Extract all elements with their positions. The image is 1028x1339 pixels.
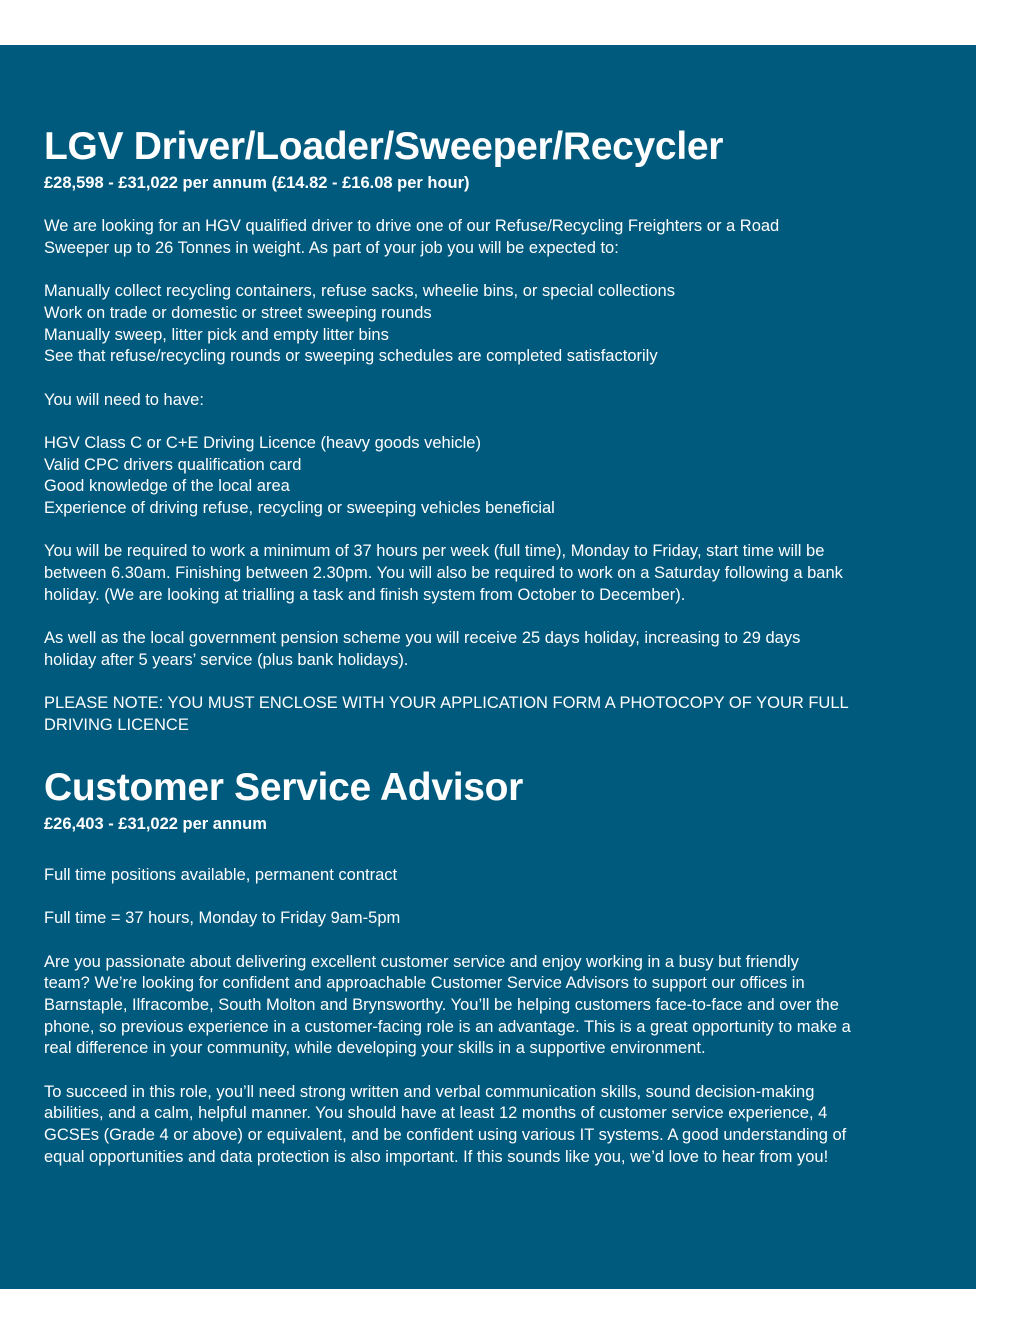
- job-salary: £28,598 - £31,022 per annum (£14.82 - £16.08 per hour): [44, 174, 470, 192]
- text-line: between 6.30am. Finishing between 2.30pm. You will also be required to work on a Saturday following a bank: [44, 564, 843, 583]
- text-line: Are you passionate about delivering excellent customer service and enjoy working in a busy but friendly: [44, 952, 799, 971]
- text-line: GCSEs (Grade 4 or above) or equivalent, and be confident using various IT systems. A good understanding of: [44, 1126, 847, 1145]
- hours-text: Full time = 37 hours, Monday to Friday 9am-5pm: [44, 909, 401, 928]
- text-line: You will be required to work a minimum of 37 hours per week (full time), Monday to Friday, start time will be: [44, 542, 825, 561]
- text-line: team? We’re looking for confident and approachable Customer Service Advisors to support our offices in: [44, 974, 805, 993]
- text-line: real difference in your community, while developing your skills in a supportive environment.: [44, 1039, 706, 1058]
- job-intro: [44, 216, 926, 259]
- list-item: Manually sweep, litter pick and empty litter bins: [44, 325, 389, 344]
- list-item: Work on trade or domestic or street sweeping rounds: [44, 303, 432, 322]
- requirements-list: [44, 433, 926, 520]
- list-item: Valid CPC drivers qualification card: [44, 455, 302, 474]
- list-item: HGV Class C or C+E Driving Licence (heavy goods vehicle): [44, 433, 481, 452]
- job-lgv-driver: [44, 122, 926, 737]
- duties-list: [44, 281, 926, 368]
- text-line: Sweeper up to 26 Tonnes in weight. As part of your job you will be expected to:: [44, 238, 619, 257]
- list-item: Manually collect recycling containers, refuse sacks, wheelie bins, or special collections: [44, 282, 675, 301]
- licence-note: [44, 693, 926, 736]
- job-salary: £26,403 - £31,022 per annum: [44, 814, 267, 833]
- text-line: DRIVING LICENCE: [44, 716, 189, 735]
- working-hours-paragraph: [44, 541, 926, 606]
- text-line: To succeed in this role, you’ll need strong written and verbal communication skills, sound decision-making: [44, 1082, 815, 1101]
- about-role-paragraph: [44, 952, 926, 1061]
- text-line: As well as the local government pension scheme you will receive 25 days holiday, increasing to 29 days: [44, 629, 801, 648]
- text-line: equal opportunities and data protection is also important. If this sounds like you, we’d love to hear from you!: [44, 1147, 829, 1166]
- text-line: phone, so previous experience in a customer-facing role is an advantage. This is a great opportunity to make a: [44, 1017, 851, 1036]
- text-line: We are looking for an HGV qualified driver to drive one of our Refuse/Recycling Freighters or a Road: [44, 217, 780, 235]
- text-line: holiday. (We are looking at trialling a task and finish system from October to December).: [44, 585, 686, 604]
- list-item: Experience of driving refuse, recycling or sweeping vehicles beneficial: [44, 499, 555, 518]
- text-line: holiday after 5 years’ service (plus bank holidays).: [44, 650, 409, 669]
- positions-text: Full time positions available, permanent contract: [44, 865, 398, 884]
- job-title: Customer Service Advisor: [44, 765, 524, 809]
- job-customer-service-advisor: [44, 763, 926, 1169]
- list-item: Good knowledge of the local area: [44, 477, 290, 496]
- job-title: LGV Driver/Loader/Sweeper/Recycler: [44, 125, 724, 168]
- text-line: Barnstaple, Ilfracombe, South Molton and Brynsworthy. You’ll be helping customers face-to-face and over the: [44, 995, 839, 1014]
- job-listings-panel: [0, 45, 976, 1289]
- text-line: PLEASE NOTE: YOU MUST ENCLOSE WITH YOUR APPLICATION FORM A PHOTOCOPY OF YOUR FULL: [44, 694, 849, 713]
- text-line: abilities, and a calm, helpful manner. You should have at least 12 months of customer service experience, 4: [44, 1104, 828, 1123]
- requirements-heading: You will need to have:: [44, 390, 204, 409]
- benefits-paragraph: [44, 628, 926, 671]
- skills-paragraph: [44, 1082, 926, 1169]
- list-item: See that refuse/recycling rounds or sweeping schedules are completed satisfactorily: [44, 347, 658, 366]
